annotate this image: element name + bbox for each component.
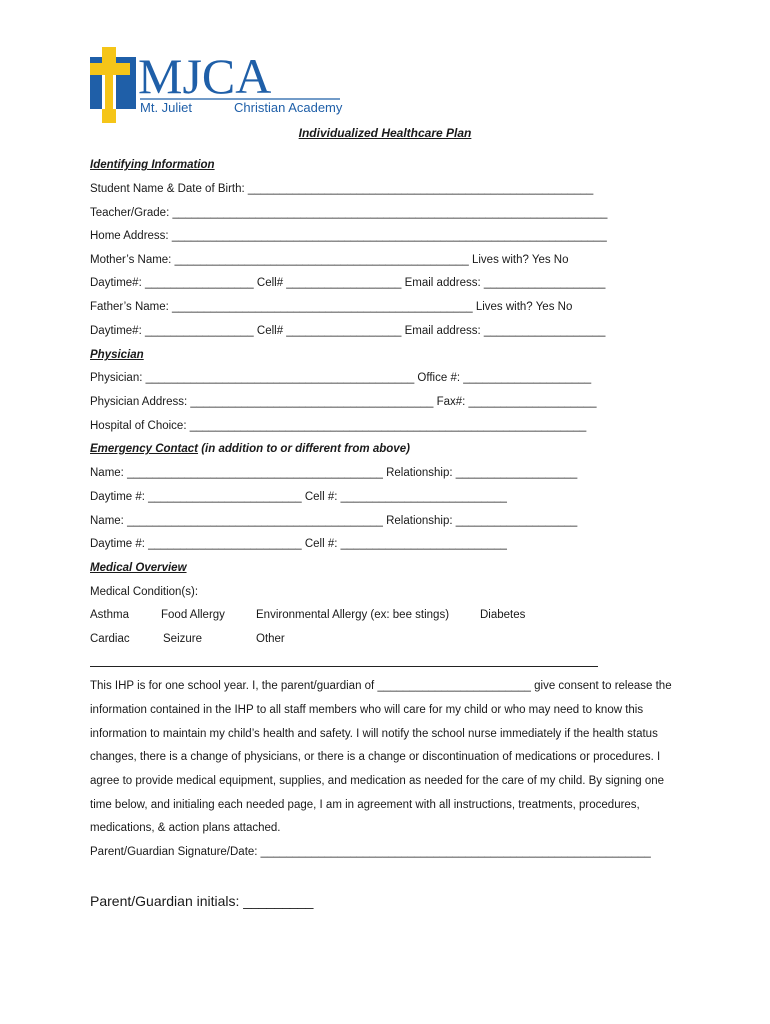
section-medical-heading: Medical Overview [90, 562, 187, 574]
section-emergency-heading: Emergency Contact (in addition to or different from above) [90, 443, 410, 455]
condition-cardiac[interactable]: Cardiac [90, 633, 130, 645]
father-name-field[interactable]: Father’s Name: _______________________________________________ Lives with? Yes No [90, 301, 573, 313]
emergency-phone-2-field[interactable]: Daytime #: ________________________ Cell #: __________________________ [90, 538, 507, 550]
logo-name-left: Mt. Juliet [140, 100, 193, 115]
consent-line-3: information to maintain my child’s health and safety. I will notify the school nurse immediately if the health status [90, 728, 658, 740]
logo-name-right: Christian Academy [234, 100, 343, 115]
consent-line-7: medications, & action plans attached. [90, 822, 281, 834]
condition-food-allergy[interactable]: Food Allergy [161, 609, 225, 621]
teacher-grade-field[interactable]: Teacher/Grade: ____________________________________________________________________ [90, 207, 608, 219]
consent-line-2: information contained in the IHP to all staff members who will care for my child or who may need to know this [90, 704, 644, 716]
consent-line-5: agree to provide medical equipment, supplies, and medication as needed for the care of my child. By signing one [90, 775, 665, 787]
consent-line-6: time below, and initialing each needed page, I am in agreement with all instructions, treatments, procedures, [90, 799, 640, 811]
home-address-field[interactable]: Home Address: ____________________________________________________________________ [90, 230, 607, 242]
emergency-name-1-field[interactable]: Name: ________________________________________ Relationship: ___________________ [90, 467, 578, 479]
emergency-phone-1-field[interactable]: Daytime #: ________________________ Cell #: __________________________ [90, 491, 507, 503]
condition-other[interactable]: Other [256, 633, 285, 645]
cross-emblem-stem [105, 75, 113, 123]
condition-diabetes[interactable]: Diabetes [480, 609, 526, 621]
initials-field[interactable]: Parent/Guardian initials: _________ [90, 893, 314, 909]
section-identifying-heading: Identifying Information [90, 159, 215, 171]
other-condition-line[interactable] [90, 666, 598, 667]
mother-phone-field[interactable]: Daytime#: _________________ Cell# __________________ Email address: ___________________ [90, 277, 606, 289]
consent-line-1: This IHP is for one school year. I, the parent/guardian of ________________________ give consent to release the [90, 680, 672, 692]
cross-emblem-horizontal [90, 63, 130, 75]
hospital-field[interactable]: Hospital of Choice: ______________________________________________________________ [90, 420, 587, 432]
condition-environmental-allergy[interactable]: Environmental Allergy (ex: bee stings) [256, 609, 450, 621]
section-physician-heading: Physician [90, 349, 144, 361]
logo-acronym: MJCA [138, 48, 272, 104]
condition-seizure[interactable]: Seizure [163, 633, 202, 645]
consent-line-4: changes, there is a change of physicians, or there is a change or discontinuation of medications or procedures. I [90, 751, 661, 763]
school-logo [88, 45, 348, 125]
student-name-field[interactable]: Student Name & Date of Birth: ______________________________________________________ [90, 183, 594, 195]
physician-address-field[interactable]: Physician Address: ______________________________________ Fax#: ____________________ [90, 396, 597, 408]
emergency-name-2-field[interactable]: Name: ________________________________________ Relationship: ___________________ [90, 515, 578, 527]
condition-asthma[interactable]: Asthma [90, 609, 129, 621]
physician-field[interactable]: Physician: __________________________________________ Office #: ____________________ [90, 372, 592, 384]
father-phone-field[interactable]: Daytime#: _________________ Cell# __________________ Email address: ___________________ [90, 325, 606, 337]
medical-conditions-label: Medical Condition(s): [90, 586, 199, 598]
signature-field[interactable]: Parent/Guardian Signature/Date: _____________________________________________________________ [90, 846, 651, 858]
emergency-heading-note: (in addition to or different from above) [201, 443, 410, 455]
page-title: Individualized Healthcare Plan [298, 126, 472, 140]
mother-name-field[interactable]: Mother’s Name: ______________________________________________ Lives with? Yes No [90, 254, 569, 266]
